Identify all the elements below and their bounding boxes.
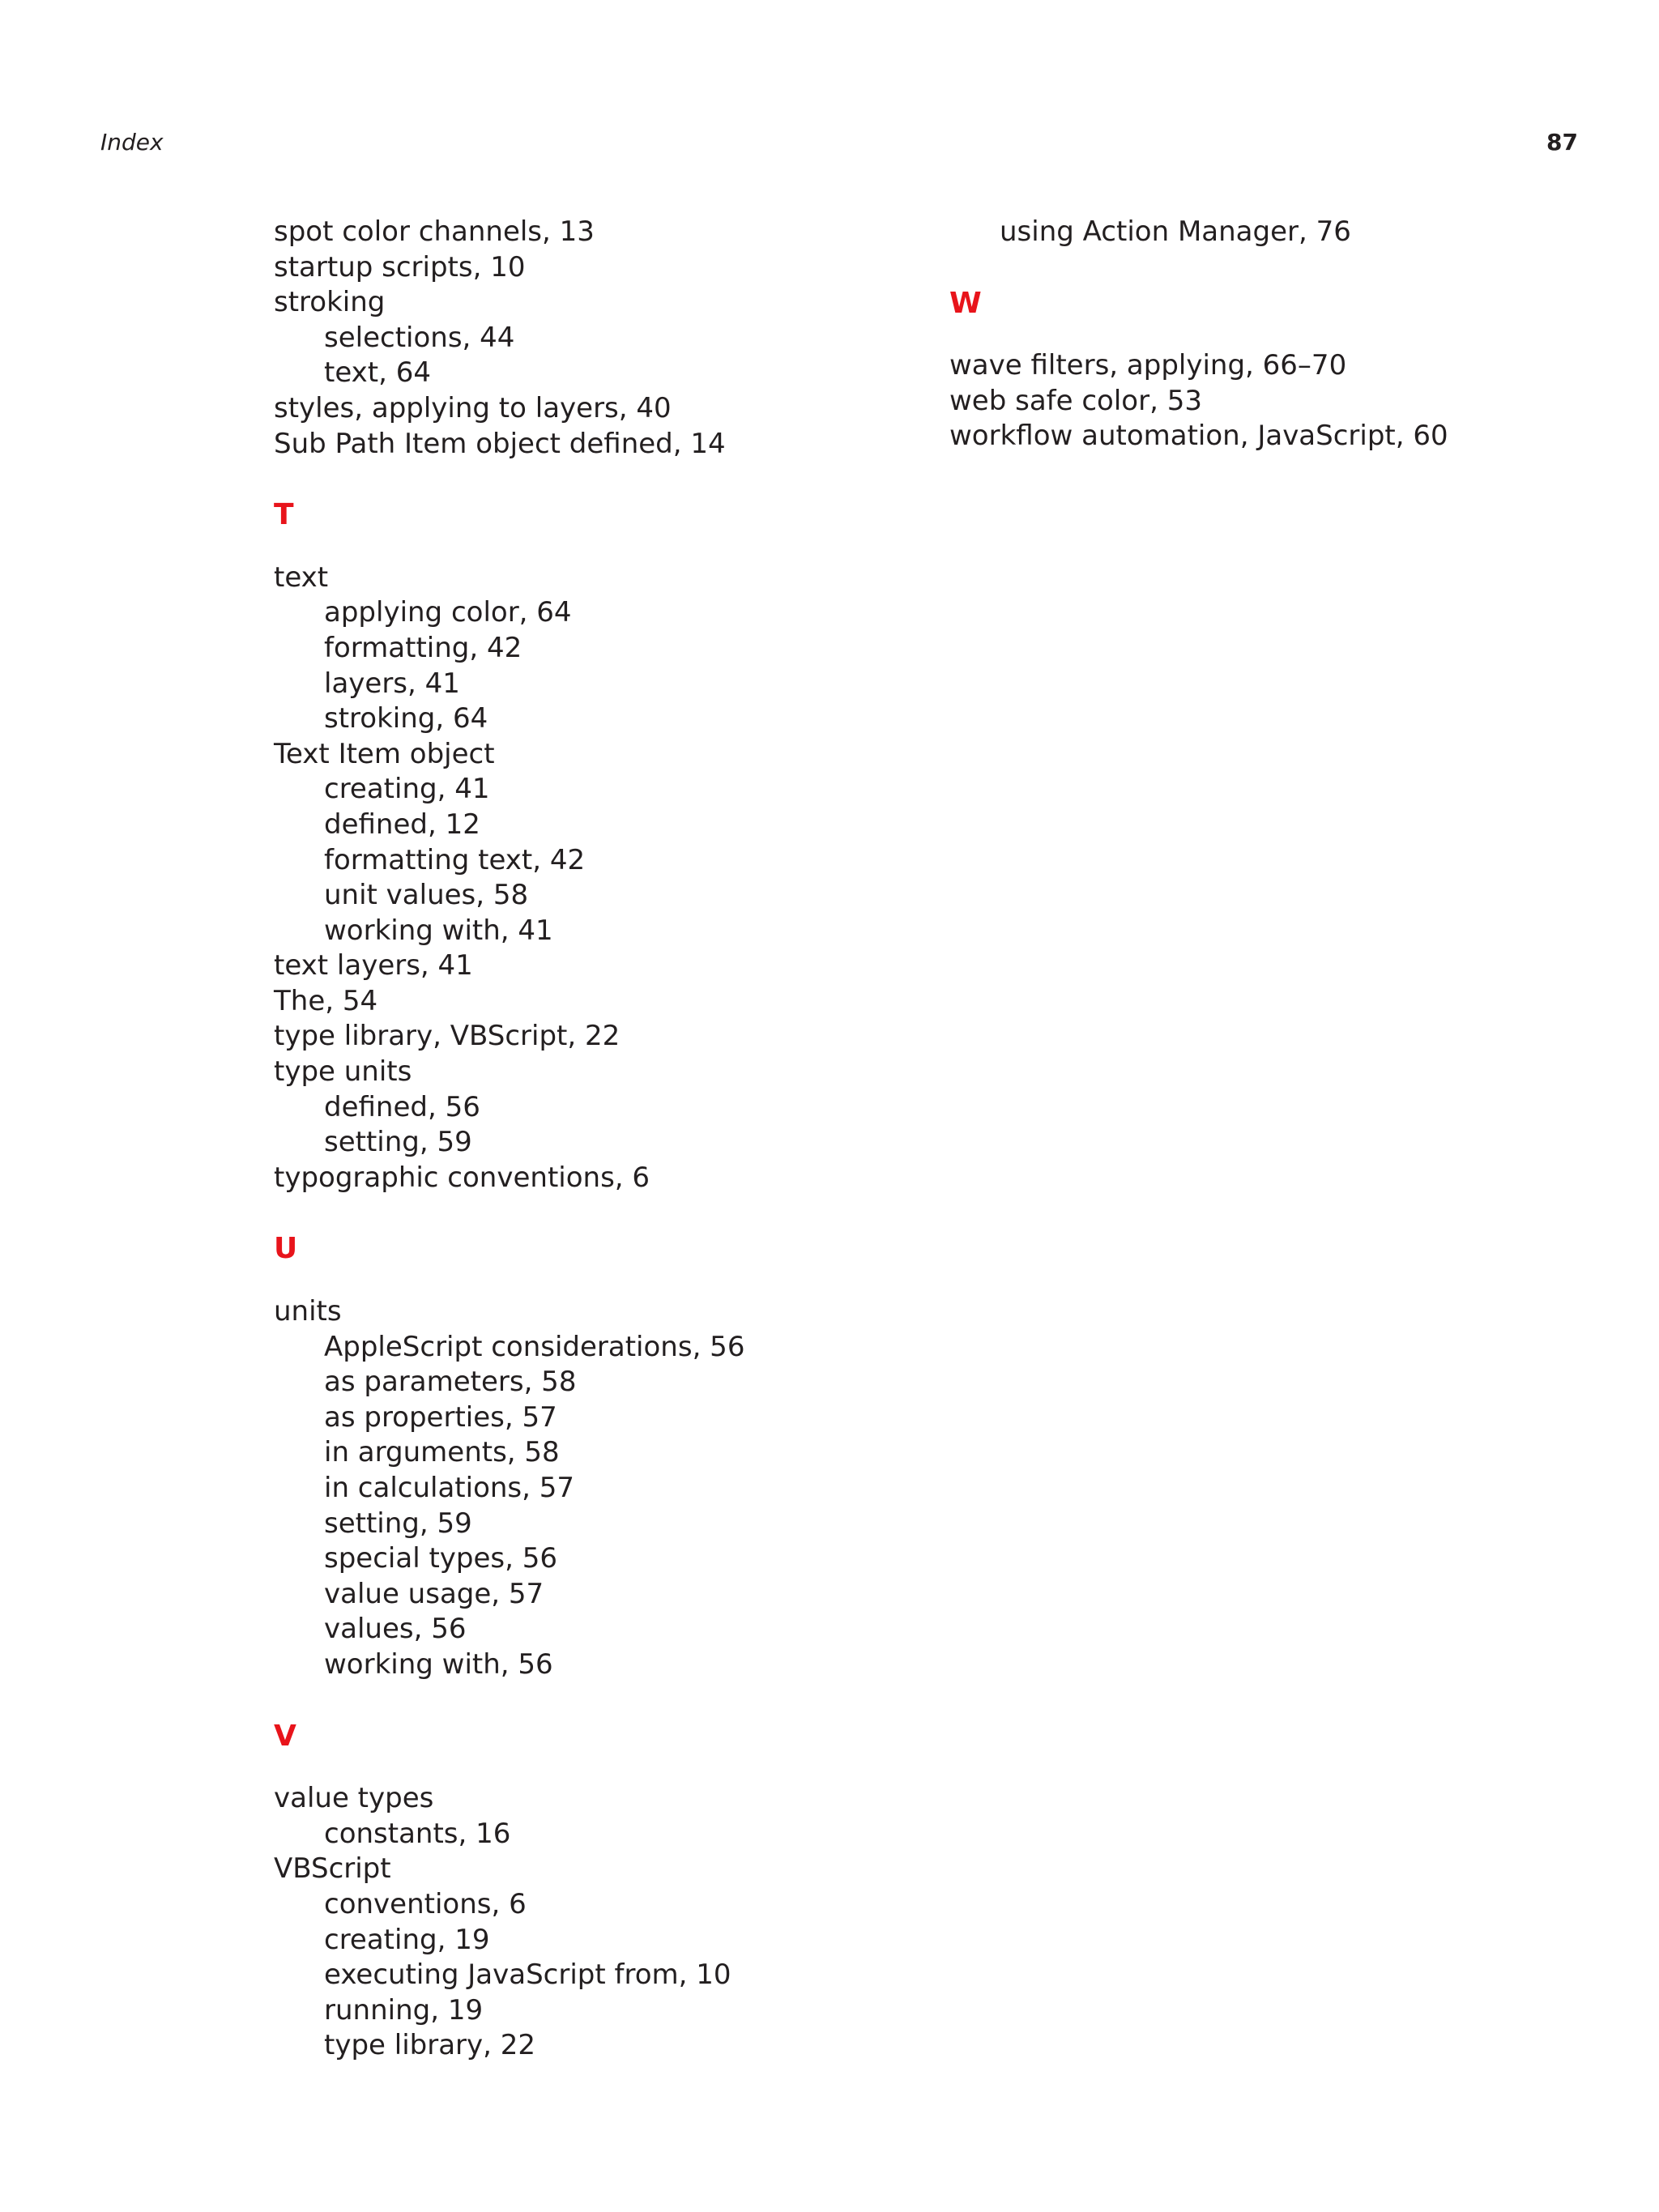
index-subentry: stroking, 64 — [324, 702, 488, 735]
index-group — [274, 1719, 889, 2064]
index-subentry: working with, 41 — [324, 914, 553, 947]
index-group — [949, 286, 1565, 454]
index-entry: Text Item object — [274, 737, 495, 770]
index-subentry: creating, 19 — [324, 1923, 490, 1956]
index-entry: startup scripts, 10 — [274, 250, 526, 283]
index-subentry: running, 19 — [324, 1993, 484, 2027]
index-subentry: unit values, 58 — [324, 879, 529, 912]
index-subentry: using Action Manager, 76 — [1000, 215, 1351, 248]
index-subentry: in calculations, 57 — [324, 1472, 575, 1504]
index-entry: VBScript — [274, 1852, 391, 1886]
index-group — [274, 497, 889, 1196]
index-entry: text layers, 41 — [274, 949, 473, 982]
index-letter-heading: U — [274, 1232, 298, 1266]
index-entry: typographic conventions, 6 — [274, 1161, 650, 1194]
index-subentry: values, 56 — [324, 1613, 467, 1646]
index-subentry: defined, 12 — [324, 808, 480, 841]
index-subentry: type library, 22 — [324, 2029, 536, 2062]
index-entry: Sub Path Item object defined, 14 — [274, 427, 726, 460]
index-letter-heading: V — [274, 1719, 296, 1753]
index-entry: stroking — [274, 286, 386, 319]
index-subentry: creating, 41 — [324, 773, 490, 806]
index-subentry: AppleScript considerations, 56 — [324, 1330, 745, 1363]
index-subentry: value usage, 57 — [324, 1577, 544, 1610]
index-subentry: working with, 56 — [324, 1647, 553, 1681]
index-entry: web safe color, 53 — [949, 384, 1202, 417]
index-column-left — [274, 215, 889, 2064]
index-subentry: in arguments, 58 — [324, 1436, 560, 1469]
index-letter-heading: W — [949, 286, 982, 320]
index-letter-heading: T — [274, 498, 294, 532]
index-group — [274, 1231, 889, 1682]
index-subentry: defined, 56 — [324, 1090, 480, 1123]
index-subentry: formatting text, 42 — [324, 843, 586, 876]
index-entry: text — [274, 560, 329, 594]
index-subentry: layers, 41 — [324, 667, 460, 700]
index-entry: spot color channels, 13 — [274, 215, 595, 248]
index-subentry: as properties, 57 — [324, 1400, 557, 1434]
index-group — [274, 215, 889, 462]
index-entry: value types — [274, 1782, 434, 1815]
index-entry: type units — [274, 1055, 412, 1089]
index-entry: The, 54 — [274, 984, 378, 1017]
index-entry: type library, VBScript, 22 — [274, 1020, 621, 1053]
index-subentry: text, 64 — [324, 356, 431, 390]
index-entry: styles, applying to layers, 40 — [274, 391, 672, 424]
running-head: Index — [100, 129, 164, 156]
index-subentry: formatting, 42 — [324, 631, 522, 664]
index-subentry: as parameters, 58 — [324, 1366, 577, 1399]
index-group — [949, 215, 1565, 250]
index-subentry: executing JavaScript from, 10 — [324, 1958, 731, 1992]
page-number: 87 — [1546, 129, 1578, 156]
index-subentry: conventions, 6 — [324, 1887, 527, 1920]
index-subentry: applying color, 64 — [324, 596, 572, 629]
index-subentry: special types, 56 — [324, 1542, 557, 1575]
index-column-right — [949, 215, 1565, 454]
index-subentry: setting, 59 — [324, 1126, 472, 1159]
index-entry: units — [274, 1295, 342, 1328]
index-subentry: selections, 44 — [324, 321, 515, 354]
index-subentry: constants, 16 — [324, 1817, 511, 1850]
index-subentry: setting, 59 — [324, 1507, 472, 1540]
index-entry: workflow automation, JavaScript, 60 — [949, 420, 1448, 453]
index-entry: wave filters, applying, 66–70 — [949, 349, 1347, 382]
